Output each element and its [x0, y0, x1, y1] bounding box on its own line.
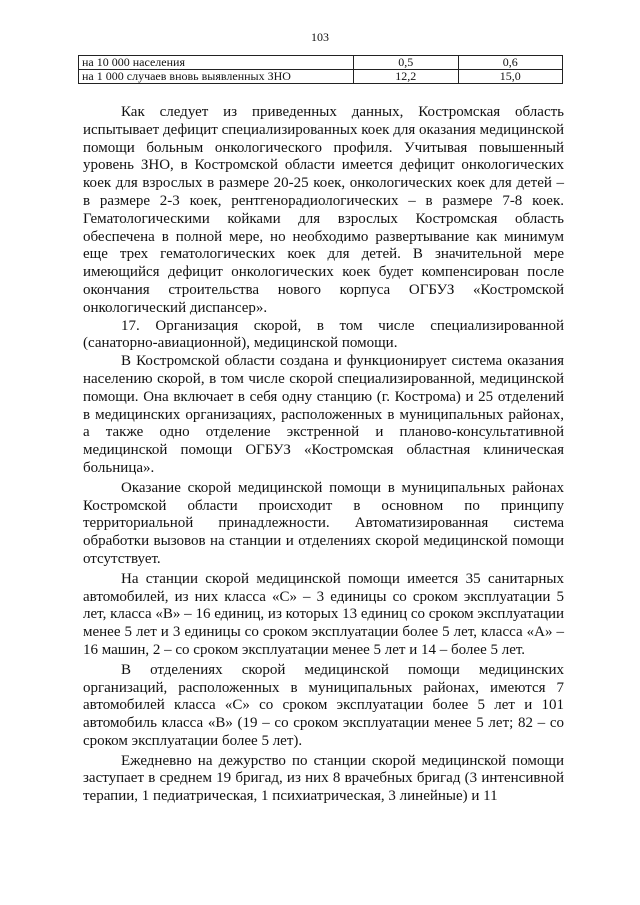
body-text — [83, 104, 564, 806]
table-cell-label: на 1 000 случаев вновь выявленных ЗНО — [79, 70, 354, 84]
paragraph: Ежедневно на дежурство по станции скорой медицинской помощи заступает в среднем 19 бригад, из них 8 врачебных бригад (3 интенсивной терапии, 1 педиатрическая, 1 психиатрическая, 3 линейные) и 11 — [83, 752, 564, 805]
table-cell-value: 0,6 — [458, 56, 563, 70]
table-row — [79, 56, 563, 70]
section-heading: 17. Организация скорой, в том числе специализированной (санаторно-авиационной), медицинской помощи. — [83, 317, 564, 352]
table-cell-label: на 10 000 населения — [79, 56, 354, 70]
statistics-table — [78, 55, 563, 84]
table-row — [79, 70, 563, 84]
paragraph: В Костромской области создана и функционирует система оказания населению скорой, в том числе скорой специализированной, медицинской помощи. Она включает в себя одну станцию (г. Кострома) и 25 отделений в медицинских организациях, расположенных в муниципальных районах, а также одно отделение экстренной и планово-консультативной медицинской помощи ОГБУЗ «Костромская областная клиническая больница». — [83, 353, 564, 476]
paragraph: Как следует из приведенных данных, Костромская область испытывает дефицит специализированных коек для оказания медицинской помощи больным онкологического профиля. Учитывая повышенный уровень ЗНО, в Костромской области имеется дефицит онкологических коек для взрослых в размере 20-25 коек, онкологических коек для детей – в размере 2-3 коек, рентгенорадиологических – в размере 7-8 коек. Гематологическими койками для взрослых Костромская область обеспечена в полной мере, но необходимо развертывание как минимум еще трех гематологических коек для детей. В значительной мере имеющийся дефицит онкологических коек будет компенсирован после окончания строительства нового корпуса ОГБУЗ «Костромской онкологический диспансер». — [83, 104, 564, 316]
page-number: 103 — [311, 30, 329, 44]
table-cell-value: 12,2 — [354, 70, 459, 84]
table-cell-value: 15,0 — [458, 70, 563, 84]
paragraph: В отделениях скорой медицинской помощи медицинских организаций, расположенных в муниципальных районах, имеются 7 автомобилей класса «С» со сроком эксплуатации более 5 лет и 101 автомобиль класса «В» (19 – со сроком эксплуатации менее 5 лет; 82 – со сроком эксплуатации более 5 лет). — [83, 661, 564, 749]
table-cell-value: 0,5 — [354, 56, 459, 70]
paragraph: На станции скорой медицинской помощи имеется 35 санитарных автомобилей, из них класса «С» – 3 единицы со сроком эксплуатации 5 лет, класса «В» – 16 единиц, из которых 13 единиц со сроком эксплуатации менее 5 лет и 3 единицы со сроком эксплуатации более 5 лет, класса «А» – 16 машин, 2 – со сроком эксплуатации менее 5 лет и 14 – более 5 лет. — [83, 570, 564, 658]
paragraph: Оказание скорой медицинской помощи в муниципальных районах Костромской области происходит в основном по принципу территориальной принадлежности. Автоматизированная система обработки вызовов на станции и отделениях скорой медицинской помощи отсутствует. — [83, 479, 564, 567]
